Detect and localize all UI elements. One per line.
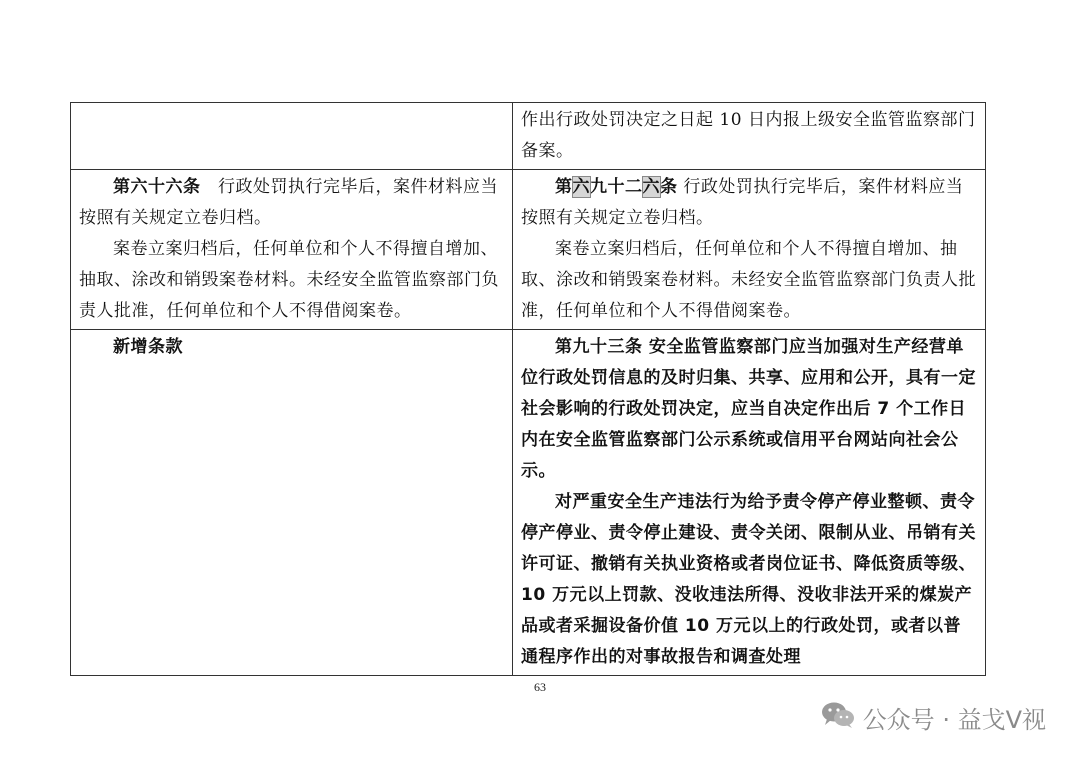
article-heading: 九十二 (590, 177, 643, 197)
paragraph: 作出行政处罚决定之日起 10 日内报上级安全监管监察部门备案。 (521, 110, 976, 161)
paragraph-text: 行政处罚执行完毕后，案件材料应当按照有关规定立卷归档。 (79, 177, 498, 228)
article-heading: 条 (660, 177, 678, 197)
article-heading: 第六十六条 (113, 177, 201, 197)
paragraph: 第九十三条 安全监管监察部门应当加强对生产经营单位行政处罚信息的及时归集、共享、应用和公开，具有一定社会影响的行政处罚决定，应当自决定作出后 7 个工作日内在安全监管监察部门公示系统或信用平台网站向社会公示。 (521, 337, 976, 481)
table-row (71, 103, 986, 170)
watermark (821, 700, 1046, 735)
table-row (71, 170, 986, 330)
article-heading: 第 (555, 177, 573, 197)
paragraph (79, 172, 504, 234)
watermark-text: 公众号 · 益戈V视 (862, 706, 1046, 734)
page-number: 63 (534, 680, 546, 694)
comparison-table (70, 102, 986, 676)
paragraph: 案卷立案归档后，任何单位和个人不得擅自增加、抽取、涂改和销毁案卷材料。未经安全监管监察部门负责人批准，任何单位和个人不得借阅案卷。 (521, 239, 976, 321)
table-cell-right (513, 330, 986, 676)
deleted-mark: 六 (572, 177, 590, 197)
wechat-icon (821, 701, 855, 735)
paragraph: 案卷立案归档后，任何单位和个人不得擅自增加、抽取、涂改和销毁案卷材料。未经安全监管监察部门负责人批准，任何单位和个人不得借阅案卷。 (79, 239, 499, 321)
table-cell-right (513, 103, 986, 170)
paragraph: 对严重安全生产违法行为给予责令停产停业整顿、责令停产停业、责令停止建设、责令关闭、限制从业、吊销有关许可证、撤销有关执业资格或者岗位证书、降低资质等级、10 万元以上罚款、没收违法所得、没收非法开采的煤炭产品或者采掘设备价值 10 万元以上的行政处罚，或者以普通程序作出的对事故报告和调查处理 (521, 492, 976, 667)
deleted-mark: 六 (642, 177, 660, 197)
table-cell-left (71, 170, 513, 330)
table-cell-left (71, 330, 513, 676)
paragraph: 新增条款 (113, 337, 183, 357)
paragraph-text: 行政处罚执行完毕后，案件材料应当按照有关规定立卷归档。 (521, 177, 964, 228)
table-cell-right (513, 170, 986, 330)
table-cell-left (71, 103, 513, 170)
paragraph (521, 172, 977, 234)
table-row (71, 330, 986, 676)
